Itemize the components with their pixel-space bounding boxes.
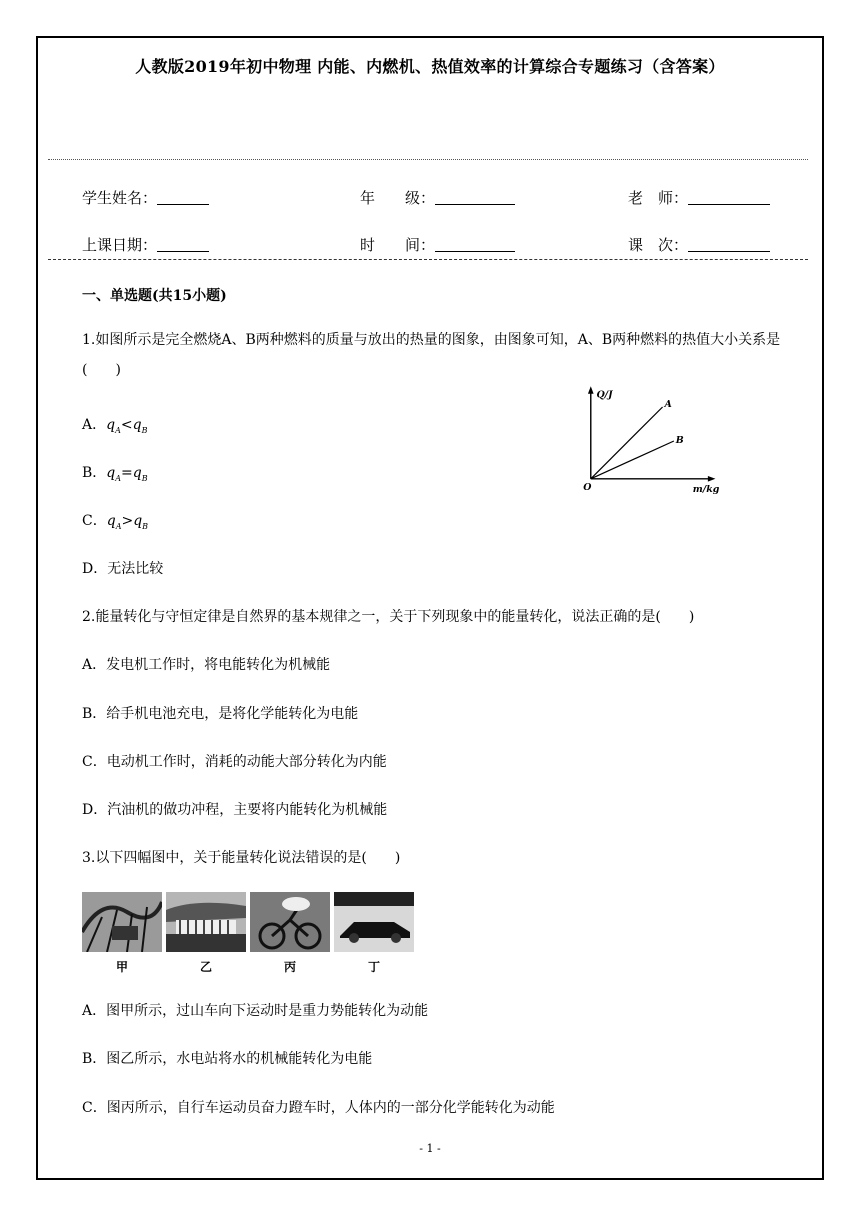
q2-stem: 2.能量转化与守恒定律是自然界的基本规律之一，关于下列现象中的能量转化，说法正确的是( ) <box>82 609 695 625</box>
q3-stem: 3.以下四幅图中，关于能量转化说法错误的是( ) <box>82 850 401 866</box>
line-b <box>591 441 674 479</box>
q1-option-d[interactable]: D．无法比较 <box>82 561 164 577</box>
picture-race-car <box>334 892 414 952</box>
x-axis-arrow <box>708 476 716 482</box>
lesson-blank[interactable] <box>688 237 770 252</box>
q1-option-b[interactable]: B．$q_A=q_B$ <box>82 465 148 483</box>
q2-option-a[interactable]: A．发电机工作时，将电能转化为机械能 <box>82 657 331 673</box>
q1-option-a[interactable]: A．$q_A<q_B$ <box>82 417 148 435</box>
student-name-blank[interactable] <box>157 190 209 205</box>
q2-option-d[interactable]: D．汽油机的做功冲程，主要将内能转化为机械能 <box>82 802 388 818</box>
picture-cyclist <box>250 892 330 952</box>
picture-hydropower-station <box>166 892 246 952</box>
line-b-label: B <box>675 434 684 446</box>
x-axis-label: m/kg <box>692 484 720 495</box>
date-blank[interactable] <box>157 237 209 252</box>
student-name-label: 学生姓名： <box>82 189 158 207</box>
date-field <box>82 234 209 255</box>
page-number: - 1 - <box>419 1142 441 1155</box>
document-title: 人教版2019年初中物理 内能、内燃机、热值效率的计算综合专题练习（含答案） <box>135 57 725 76</box>
caption-yi: 乙 <box>200 960 213 974</box>
teacher-blank[interactable] <box>688 190 770 205</box>
line-a-label: A <box>664 399 672 410</box>
q3-option-a[interactable]: A．图甲所示，过山车向下运动时是重力势能转化为动能 <box>82 1003 429 1019</box>
picture-roller-coaster <box>82 892 162 952</box>
q2-option-c[interactable]: C．电动机工作时，消耗的动能大部分转化为内能 <box>82 754 387 770</box>
line-a <box>591 407 663 479</box>
q1-graph <box>570 382 740 500</box>
caption-jia: 甲 <box>116 960 129 974</box>
lesson-label: 课 次： <box>628 236 689 254</box>
time-label: 时 间： <box>360 236 436 254</box>
grade-label: 年 级： <box>360 189 436 207</box>
y-axis-arrow <box>588 386 594 394</box>
caption-bing: 丙 <box>284 960 297 974</box>
y-axis-label: Q/J <box>596 389 613 401</box>
student-name-field <box>82 187 209 208</box>
teacher-label: 老 师： <box>628 189 689 207</box>
origin-label: O <box>583 482 592 494</box>
q1-option-c[interactable]: C．$q_A>q_B$ <box>82 513 149 531</box>
q3-option-c[interactable]: C．图丙所示，自行车运动员奋力蹬车时，人体内的一部分化学能转化为动能 <box>82 1100 555 1116</box>
dashed-divider <box>48 259 808 260</box>
dotted-divider <box>48 159 808 160</box>
time-field <box>360 234 515 255</box>
section-heading: 一、单选题(共15小题) <box>82 288 227 304</box>
date-label: 上课日期： <box>82 236 158 254</box>
q1-stem: 1.如图所示是完全燃烧A、B两种燃料的质量与放出的热量的图象，由图象可知，A、B两种燃料的热值大小关系是( ) <box>82 332 781 378</box>
q2-option-b[interactable]: B．给手机电池充电，是将化学能转化为电能 <box>82 706 359 722</box>
grade-blank[interactable] <box>435 190 515 205</box>
grade-field <box>360 187 515 208</box>
q3-pictures <box>82 892 414 974</box>
caption-ding: 丁 <box>368 960 381 974</box>
lesson-field <box>628 234 770 255</box>
teacher-field <box>628 187 770 208</box>
time-blank[interactable] <box>435 237 515 252</box>
q3-option-b[interactable]: B．图乙所示，水电站将水的机械能转化为电能 <box>82 1051 373 1067</box>
